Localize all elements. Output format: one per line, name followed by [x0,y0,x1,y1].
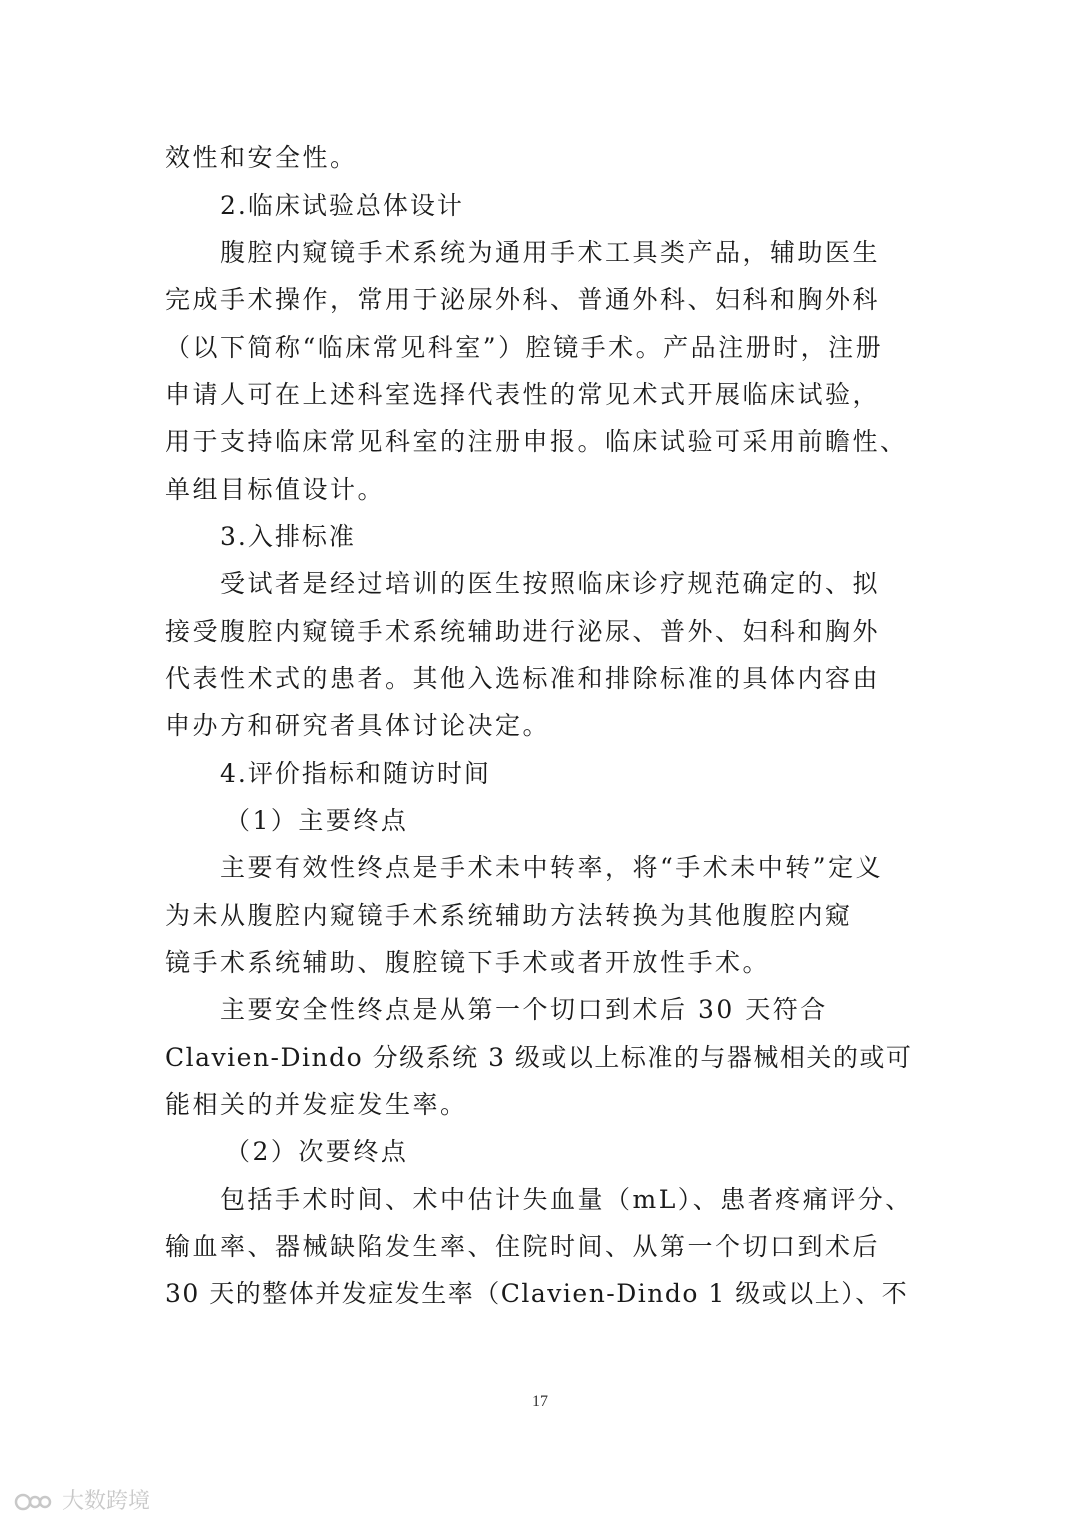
subsection-heading: （1）主要终点 [225,806,409,835]
paragraph-line: （以下简称“临床常见科室”）腔镜手术。产品注册时，注册 [165,333,884,362]
paragraph-line: 效性和安全性。 [165,143,358,172]
watermark [14,1489,150,1515]
paragraph-line: 申办方和研究者具体讨论决定。 [165,711,551,740]
paragraph-line: 单组目标值设计。 [165,475,386,504]
page-number: 17 [532,1393,548,1410]
paragraph-line: 主要有效性终点是手术未中转率，将“手术未中转”定义 [220,853,884,882]
watermark-text: 大数跨境 [62,1489,151,1514]
paragraph-line: 包括手术时间、术中估计失血量（mL）、患者疼痛评分、 [220,1185,913,1214]
paragraph-line: 能相关的并发症发生率。 [165,1090,468,1119]
subsection-heading: （2）次要终点 [225,1137,409,1166]
paragraph-line: 代表性术式的患者。其他入选标准和排除标准的具体内容由 [165,664,881,693]
paragraph-line: 输血率、器械缺陷发生率、住院时间、从第一个切口到术后 [165,1232,881,1261]
paragraph-line: 受试者是经过培训的医生按照临床诊疗规范确定的、拟 [220,569,881,598]
paragraph-line: 用于支持临床常见科室的注册申报。临床试验可采用前瞻性、 [165,427,908,456]
section-heading: 4.评价指标和随访时间 [220,759,491,788]
paragraph-line: 主要安全性终点是从第一个切口到术后 30 天符合 [220,995,828,1024]
paragraph-line: 为未从腹腔内窥镜手术系统辅助方法转换为其他腹腔内窥 [165,901,853,930]
paragraph-line: 镜手术系统辅助、腹腔镜下手术或者开放性手术。 [165,948,771,977]
brand-logo-icon [14,1489,54,1515]
section-heading: 2.临床试验总体设计 [220,191,464,220]
paragraph-line: 腹腔内窥镜手术系统为通用手术工具类产品，辅助医生 [220,238,881,267]
section-heading: 3.入排标准 [220,522,356,551]
paragraph-line: 30 天的整体并发症发生率（Clavien-Dindo 1 级或以上）、不 [165,1279,909,1308]
paragraph-line: 接受腹腔内窥镜手术系统辅助进行泌尿、普外、妇科和胸外 [165,617,881,646]
paragraph-line: Clavien-Dindo 分级系统 3 级或以上标准的与器械相关的或可 [165,1043,913,1072]
paragraph-line: 完成手术操作，常用于泌尿外科、普通外科、妇科和胸外科 [165,285,881,314]
paragraph-line: 申请人可在上述科室选择代表性的常见术式开展临床试验， [165,380,881,409]
